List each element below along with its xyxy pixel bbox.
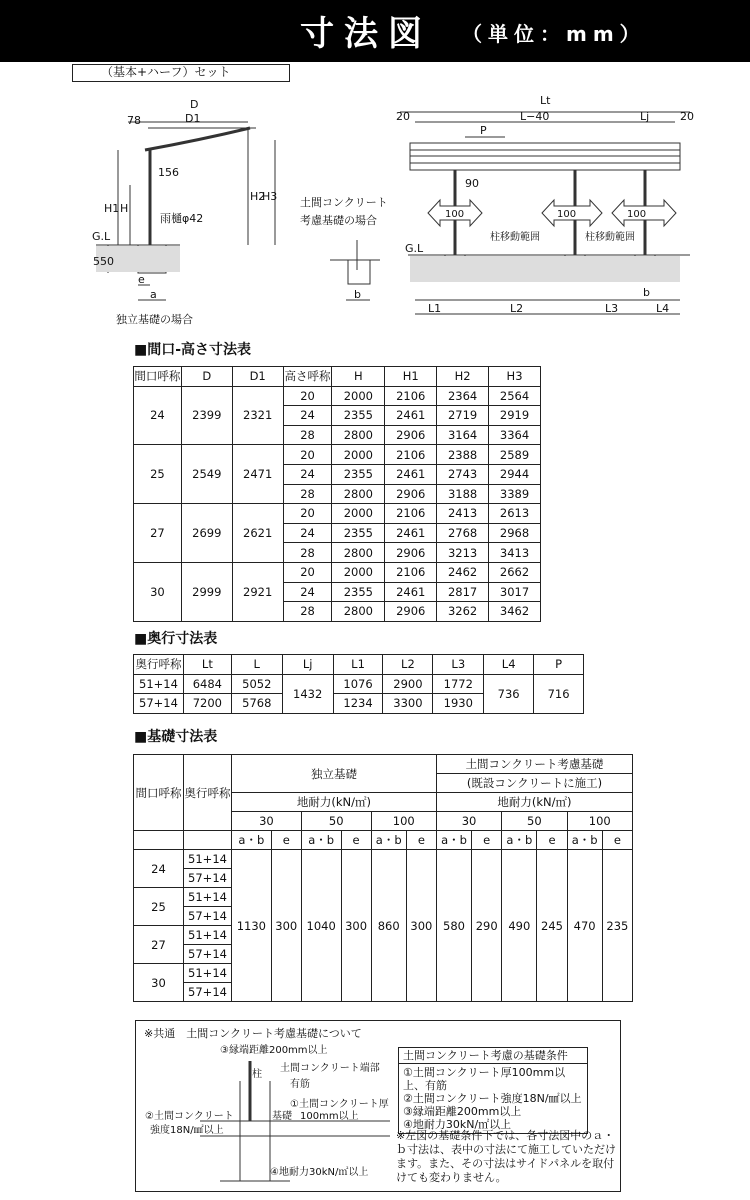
table-header: Lj	[282, 655, 333, 675]
dim-H2: H2	[250, 190, 266, 203]
table-header: Lt	[183, 655, 231, 675]
gl-label-left: G.L	[92, 230, 111, 243]
table-cell: 1432	[282, 674, 333, 713]
table-cell: 235	[602, 850, 632, 1002]
independent-foundation-caption: 独立基礎の場合	[116, 313, 193, 326]
note-diagram-label: 100mm以上	[300, 1111, 359, 1122]
table-cell: 2106	[385, 504, 437, 524]
dim-20-left: 20	[396, 110, 410, 123]
page-title: 寸法図	[300, 14, 432, 54]
table-cell: 470	[567, 850, 602, 1002]
table-header: H1	[385, 367, 437, 387]
table-cell: 24	[283, 523, 332, 543]
table-cell: 2471	[232, 445, 283, 504]
table-cell: 290	[472, 850, 502, 1002]
table-row	[134, 562, 541, 582]
note-diagram-label: 有筋	[290, 1079, 310, 1090]
table-cell: 2000	[332, 562, 385, 582]
dim-H3: H3	[262, 190, 278, 203]
table-cell: 2461	[385, 406, 437, 426]
table-row	[134, 504, 541, 524]
table-cell: 2000	[332, 445, 385, 465]
table-cell: 2999	[181, 562, 232, 621]
table-cell: 300	[341, 850, 371, 1002]
table-cell: 57+14	[184, 945, 232, 964]
note-title: ※共通 土間コンクリート考慮基礎について	[144, 1027, 362, 1040]
table-cell: 2461	[385, 523, 437, 543]
dim-156: 156	[158, 166, 179, 179]
table-cell: e	[472, 831, 502, 850]
dim-L1: L1	[428, 302, 442, 315]
condition-item: ③縁端距離200mm以上	[403, 1105, 522, 1118]
table-cell: 28	[283, 425, 332, 445]
table-cell: 20	[283, 562, 332, 582]
table-cell: 2399	[181, 386, 232, 445]
table-cell: 2355	[332, 582, 385, 602]
table-cell: 24	[283, 406, 332, 426]
table-cell: 51+14	[184, 850, 232, 869]
table-header: 奥行呼称	[184, 755, 232, 831]
table-group	[134, 386, 541, 621]
table-cell: 2800	[332, 543, 385, 563]
table-cell: 30	[436, 812, 501, 831]
note-diagram-label: 土間コンクリート端部	[280, 1063, 380, 1074]
table-row	[134, 386, 541, 406]
table-cell: 6484	[183, 674, 231, 694]
note-diagram-label: ①土間コンクリート厚	[290, 1099, 389, 1110]
table-cell: 30	[232, 812, 302, 831]
table-cell: 2800	[332, 425, 385, 445]
width-height-table	[133, 366, 541, 622]
table-cell: 2906	[385, 484, 437, 504]
slab-caption-2: 考慮基礎の場合	[300, 214, 377, 227]
table-cell: 3017	[489, 582, 541, 602]
table-cell: 7200	[183, 694, 231, 714]
slab-caption-1: 土間コンクリート	[300, 196, 388, 209]
condition-item: ①土間コンクリート厚100mm以上、有筋	[403, 1066, 566, 1092]
table-row	[134, 850, 633, 869]
table-cell: 736	[484, 674, 534, 713]
table-cell: 860	[371, 850, 406, 1002]
table-cell: 3164	[437, 425, 489, 445]
table-cell: 3300	[383, 694, 433, 714]
table-header: L4	[484, 655, 534, 675]
table-cell: 100	[567, 812, 632, 831]
dim-D: D	[190, 98, 199, 111]
table-cell: 2919	[489, 406, 541, 426]
table-cell: e	[271, 831, 301, 850]
post-range-label-2: 柱移動範囲	[585, 232, 635, 243]
table-cell: 2355	[332, 406, 385, 426]
table-cell: 2719	[437, 406, 489, 426]
dim-20-right: 20	[680, 110, 694, 123]
table-cell: 50	[502, 812, 567, 831]
table-cell: a・b	[371, 831, 406, 850]
table-cell: 51+14	[134, 674, 184, 694]
table-cell: 2589	[489, 445, 541, 465]
dim-H1: H1	[104, 202, 120, 215]
dim-100-b: 100	[557, 209, 577, 220]
post-range-label-1: 柱移動範囲	[490, 232, 540, 243]
table-cell: 2388	[437, 445, 489, 465]
conditions-title: 土間コンクリート考慮の基礎条件	[399, 1048, 587, 1064]
table-cell: 2413	[437, 504, 489, 524]
table-cell: 2549	[181, 445, 232, 504]
table-cell: 2968	[489, 523, 541, 543]
table-cell: 2000	[332, 386, 385, 406]
dimension-diagram	[0, 84, 750, 334]
table-header: H3	[489, 367, 541, 387]
table-cell: 2906	[385, 425, 437, 445]
table-cell: 28	[283, 602, 332, 622]
note-diagram-label: ④地耐力30kN/㎡以上	[270, 1167, 369, 1178]
note-diagram-label: ③縁端距離200mm以上	[220, 1045, 328, 1056]
dim-550: 550	[93, 255, 114, 268]
table-cell: 716	[534, 674, 584, 713]
table-cell: 51+14	[184, 964, 232, 983]
table-cell: 27	[134, 504, 182, 563]
table-cell: 2613	[489, 504, 541, 524]
table-cell: 2906	[385, 543, 437, 563]
table-cell: 2921	[232, 562, 283, 621]
table-cell: 245	[537, 850, 567, 1002]
table-cell: 24	[283, 464, 332, 484]
table-cell: 2462	[437, 562, 489, 582]
dim-L4: L4	[656, 302, 670, 315]
depth-table	[133, 654, 584, 714]
table-cell: 2800	[332, 484, 385, 504]
table-header: 高さ呼称	[283, 367, 332, 387]
table-cell: 1076	[333, 674, 383, 694]
table-cell: 3262	[437, 602, 489, 622]
table-cell: 1930	[433, 694, 484, 714]
table-cell: 580	[436, 850, 471, 1002]
table-cell: 2461	[385, 582, 437, 602]
table-cell: 2768	[437, 523, 489, 543]
dim-L40: L−40	[520, 110, 550, 123]
table-row	[134, 674, 584, 694]
table-cell: 57+14	[184, 907, 232, 926]
table-cell: 20	[283, 445, 332, 465]
table-header-row	[134, 655, 584, 675]
table1-title: ■間口-高さ寸法表	[134, 342, 252, 358]
table-cell: e	[341, 831, 371, 850]
table-cell: a・b	[301, 831, 341, 850]
table-header: 奥行呼称	[134, 655, 184, 675]
table-cell: 24	[134, 386, 182, 445]
table-cell: 50	[301, 812, 371, 831]
condition-item: ④地耐力30kN/㎡以上	[403, 1118, 512, 1131]
table-header: L2	[383, 655, 433, 675]
table-cell: 24	[283, 582, 332, 602]
table-cell: 57+14	[134, 694, 184, 714]
table-cell: 2699	[181, 504, 232, 563]
dim-100-a: 100	[445, 209, 465, 220]
table-cell: 28	[283, 484, 332, 504]
table-cell: 24	[134, 850, 184, 888]
table-cell: 30	[134, 562, 182, 621]
table-cell: 1772	[433, 674, 484, 694]
table-cell: e	[537, 831, 567, 850]
table-cell	[184, 831, 232, 850]
table-header: P	[534, 655, 584, 675]
table-header: L1	[333, 655, 383, 675]
table-cell: 2621	[232, 504, 283, 563]
table-cell: 2944	[489, 464, 541, 484]
note-diagram-label: 強度18N/㎟以上	[150, 1125, 224, 1136]
table-cell: 28	[283, 543, 332, 563]
table-cell: e	[406, 831, 436, 850]
slab-foundation-subheader: (既設コンクリートに施工)	[436, 774, 632, 793]
dim-78: 78	[127, 114, 141, 127]
table-header: H	[332, 367, 385, 387]
dim-P: P	[480, 124, 487, 137]
set-label: （基本+ハーフ）セット	[72, 64, 290, 82]
gutter-label: 雨樋φ42	[160, 212, 204, 225]
table-cell: 2461	[385, 464, 437, 484]
table-cell: a・b	[567, 831, 602, 850]
dim-L3: L3	[605, 302, 619, 315]
dim-D1: D1	[185, 112, 201, 125]
dim-90: 90	[465, 177, 479, 190]
dim-L2: L2	[510, 302, 524, 315]
slab-foundation-header: 土間コンクリート考慮基礎	[436, 755, 632, 774]
table-cell: 100	[371, 812, 436, 831]
slab-conditions-box	[398, 1047, 588, 1134]
table-cell: 30	[134, 964, 184, 1002]
dim-Lt: Lt	[540, 94, 551, 107]
table-header: H2	[437, 367, 489, 387]
unit-label: （単位：mm）	[462, 22, 646, 46]
dim-Lj: Lj	[640, 110, 650, 123]
table-cell: 2364	[437, 386, 489, 406]
table-cell: 25	[134, 445, 182, 504]
table-cell: 2000	[332, 504, 385, 524]
dim-a: a	[150, 288, 157, 301]
table-cell: 2355	[332, 464, 385, 484]
table-cell: 5052	[231, 674, 282, 694]
table2-title: ■奥行寸法表	[134, 631, 218, 647]
table-header: L3	[433, 655, 484, 675]
table-cell: 3462	[489, 602, 541, 622]
table-cell: 2106	[385, 562, 437, 582]
table-cell: 51+14	[184, 888, 232, 907]
table-cell: 2906	[385, 602, 437, 622]
table-cell: 490	[502, 850, 537, 1002]
table-header-row	[134, 367, 541, 387]
table-cell: 3413	[489, 543, 541, 563]
foundation-table	[133, 754, 633, 1002]
note-diagram-label: 柱	[252, 1069, 262, 1080]
table-cell: a・b	[502, 831, 537, 850]
table-header: 間口呼称	[134, 367, 182, 387]
table-cell	[134, 831, 184, 850]
foundation-section-diagram	[140, 1041, 390, 1191]
table-cell: 1040	[301, 850, 341, 1002]
condition-item: ②土間コンクリート強度18N/㎟以上	[403, 1092, 582, 1105]
table-cell: 3389	[489, 484, 541, 504]
table-cell: 57+14	[184, 869, 232, 888]
independent-foundation-header: 独立基礎	[232, 755, 437, 793]
table-cell: 2106	[385, 445, 437, 465]
table-cell: 51+14	[184, 926, 232, 945]
table-cell: 2662	[489, 562, 541, 582]
table-cell: a・b	[436, 831, 471, 850]
note-aside-text: ※左図の基礎条件下では、各寸法図中のａ・ｂ寸法は、表中の寸法にて施工していただけます。また、その寸法はサイドパネルを取付けても変わりません。	[396, 1129, 616, 1184]
table3-title: ■基礎寸法表	[134, 729, 218, 745]
dim-e: e	[138, 273, 145, 286]
table-cell: 57+14	[184, 983, 232, 1002]
table-cell: 27	[134, 926, 184, 964]
note-diagram-label: ②土間コンクリート	[145, 1111, 234, 1122]
table-cell: 3213	[437, 543, 489, 563]
soil-capacity-header: 地耐力(kN/㎡)	[436, 793, 632, 812]
page-header	[0, 0, 750, 62]
table-cell: a・b	[232, 831, 272, 850]
table-header: L	[231, 655, 282, 675]
note-diagram-label: 基礎	[272, 1111, 292, 1122]
table-cell: 300	[406, 850, 436, 1002]
table-cell: 2817	[437, 582, 489, 602]
table-cell: 1234	[333, 694, 383, 714]
table-cell: 2106	[385, 386, 437, 406]
gl-label-right: G.L	[405, 242, 424, 255]
table-cell: 20	[283, 504, 332, 524]
table-row	[134, 445, 541, 465]
table-header: D1	[232, 367, 283, 387]
table-header: D	[181, 367, 232, 387]
table-cell: 3188	[437, 484, 489, 504]
table-cell: 2321	[232, 386, 283, 445]
soil-capacity-header: 地耐力(kN/㎡)	[232, 793, 437, 812]
table-cell: 3364	[489, 425, 541, 445]
dim-b-middle: b	[354, 288, 361, 301]
table-cell: 2743	[437, 464, 489, 484]
dim-H: H	[120, 202, 129, 215]
table-cell: 2900	[383, 674, 433, 694]
table-cell: 2564	[489, 386, 541, 406]
slab-foundation-note	[135, 1020, 621, 1192]
table-cell: 5768	[231, 694, 282, 714]
dim-100-c: 100	[627, 209, 647, 220]
table-header: 間口呼称	[134, 755, 184, 831]
table-cell: 2355	[332, 523, 385, 543]
table-cell: 1130	[232, 850, 272, 1002]
table-cell: 20	[283, 386, 332, 406]
table-cell: 2800	[332, 602, 385, 622]
dim-b-right: b	[643, 286, 650, 299]
table-cell: e	[602, 831, 632, 850]
table-cell: 300	[271, 850, 301, 1002]
table-cell: 25	[134, 888, 184, 926]
